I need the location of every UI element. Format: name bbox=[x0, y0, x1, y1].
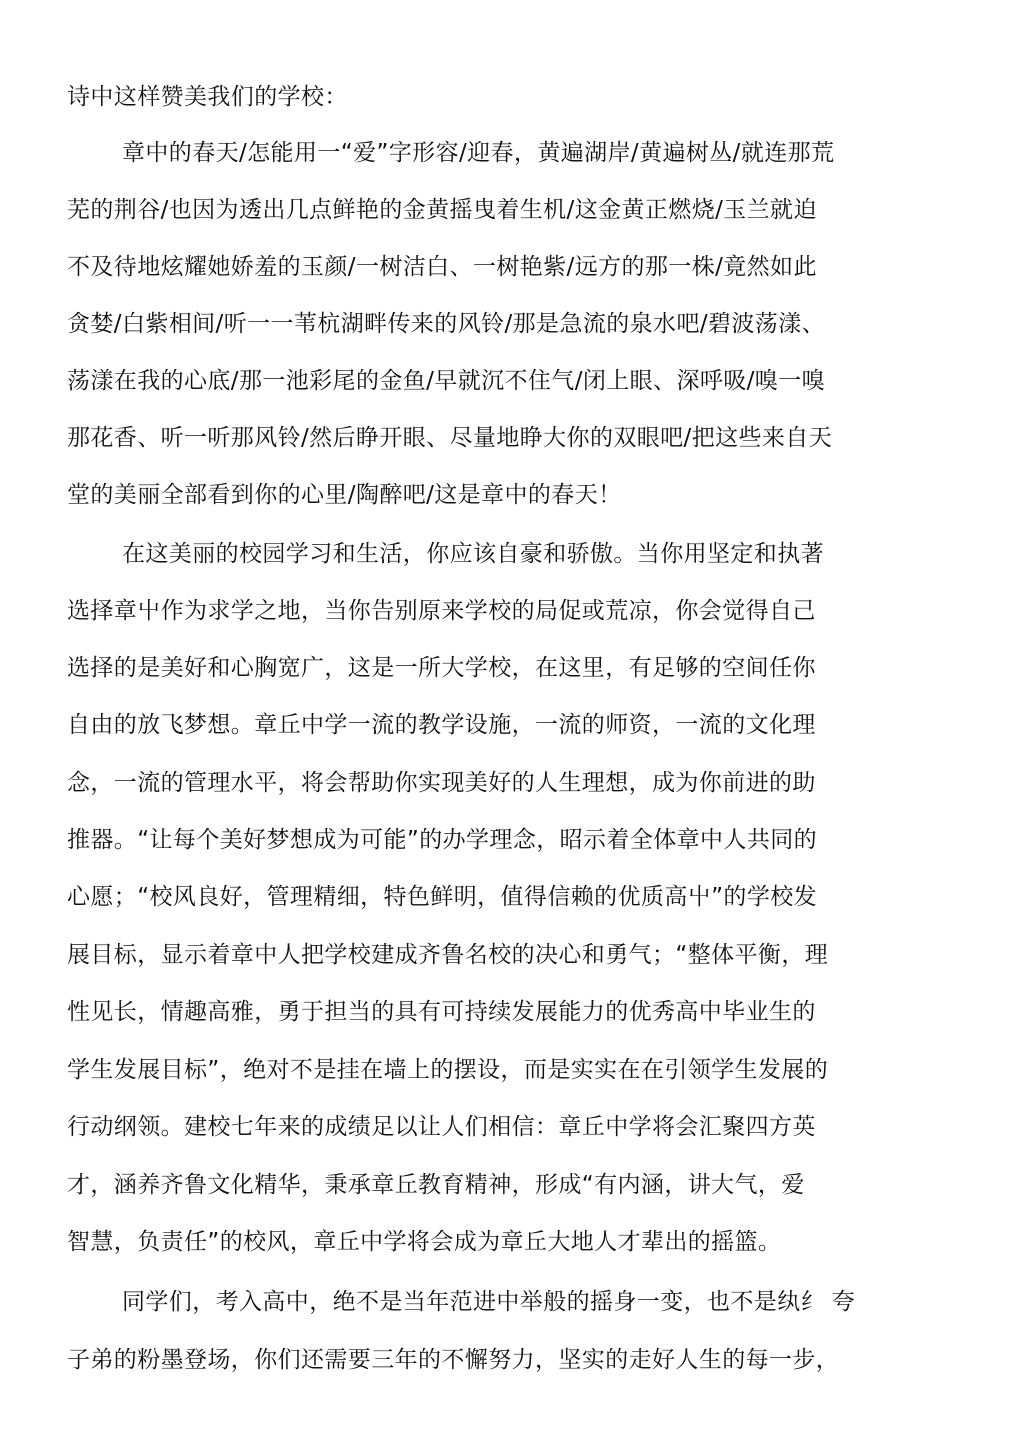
text-line: 同学们，考入高中，绝不是当年范进中举般的摇身一变，也不是纨纟 夸 bbox=[122, 1289, 856, 1315]
text-line: 堂的美丽全部看到你的心里/陶醉吧/这是章中的春天！ bbox=[67, 482, 622, 508]
text-line: 念，一流的管理水平，将会帮助你实现美好的人生理想，成为你前进的助 bbox=[67, 770, 816, 796]
text-line: 荡漾在我的心底/那一池彩尾的金鱼/早就沉不住气/闭上眼、深呼吸/嗅一嗅 bbox=[67, 368, 825, 394]
text-line: 章中的春天/怎能用一“爱”字形容/迎春，黄遍湖岸/黄遍树丛/就连那荒 bbox=[122, 140, 835, 166]
text-line: 芜的荆谷/也因为透出几点鲜艳的金黄摇曳着生机/这金黄正燃烧/玉兰就迫 bbox=[67, 197, 817, 223]
text-line: 性见长，情趣高雅，勇于担当的具有可持续发展能力的优秀高中毕业生的 bbox=[67, 999, 816, 1025]
text-line: 才，涵养齐鲁文化精华，秉承章丘教育精神，形成“有内涵，讲大气，爱 bbox=[67, 1172, 805, 1198]
text-line: 那花香、听一听那风铃/然后睁开眼、尽量地睁大你的双眼吧/把这些来自天 bbox=[67, 425, 833, 451]
text-line: 在这美丽的校园学习和生活，你应该自豪和骄傲。当你用坚定和执著 bbox=[122, 541, 824, 567]
text-line: 子弟的粉墨登场，你们还需要三年的不懈努力，坚实的走好人生的每一步， bbox=[67, 1347, 840, 1373]
text-line: 自由的放飞梦想。章丘中学一流的教学设施，一流的师资，一流的文化理 bbox=[67, 712, 816, 738]
text-line: 心愿；“校风良好，管理精细，特色鲜明，值得信赖的优质高屮”的学校发 bbox=[67, 884, 818, 910]
text-line: 展目标，显示着章中人把学校建成齐鲁名校的决心和勇气；“整体平衡，理 bbox=[67, 942, 829, 968]
text-line: 行动纲领。建校七年来的成绩足以让人们相信：章丘中学将会汇聚四方英 bbox=[67, 1114, 816, 1140]
text-line: 选择的是美好和心胸宽广，这是一所大学校，在这里，有足够的空间任你 bbox=[67, 655, 816, 681]
text-line: 学生发展目标”，绝对不是挂在墙上的摆设，而是实实在在引领学生发展的 bbox=[67, 1057, 829, 1083]
text-line: 诗中这样赞美我们的学校： bbox=[67, 84, 348, 110]
text-line: 智慧，负责任”的校风，章丘中学将会成为章丘大地人才辈出的摇篮。 bbox=[67, 1229, 782, 1255]
text-line: 不及待地炫耀她娇羞的玉颜/一树洁白、一树艳紫/远方的那一株/竟然如此 bbox=[67, 254, 817, 280]
text-line: 贪婪/白紫相间/听一一苇杭湖畔传来的风铃/那是急流的泉水吧/碧波荡漾、 bbox=[67, 311, 825, 337]
text-line: 推器。“让每个美好梦想成为可能”的办学理念，昭示着全体章中人共同的 bbox=[67, 827, 818, 853]
text-line: 选择章屮作为求学之地，当你告别原来学校的局促或荒凉，你会觉得自己 bbox=[67, 598, 816, 624]
